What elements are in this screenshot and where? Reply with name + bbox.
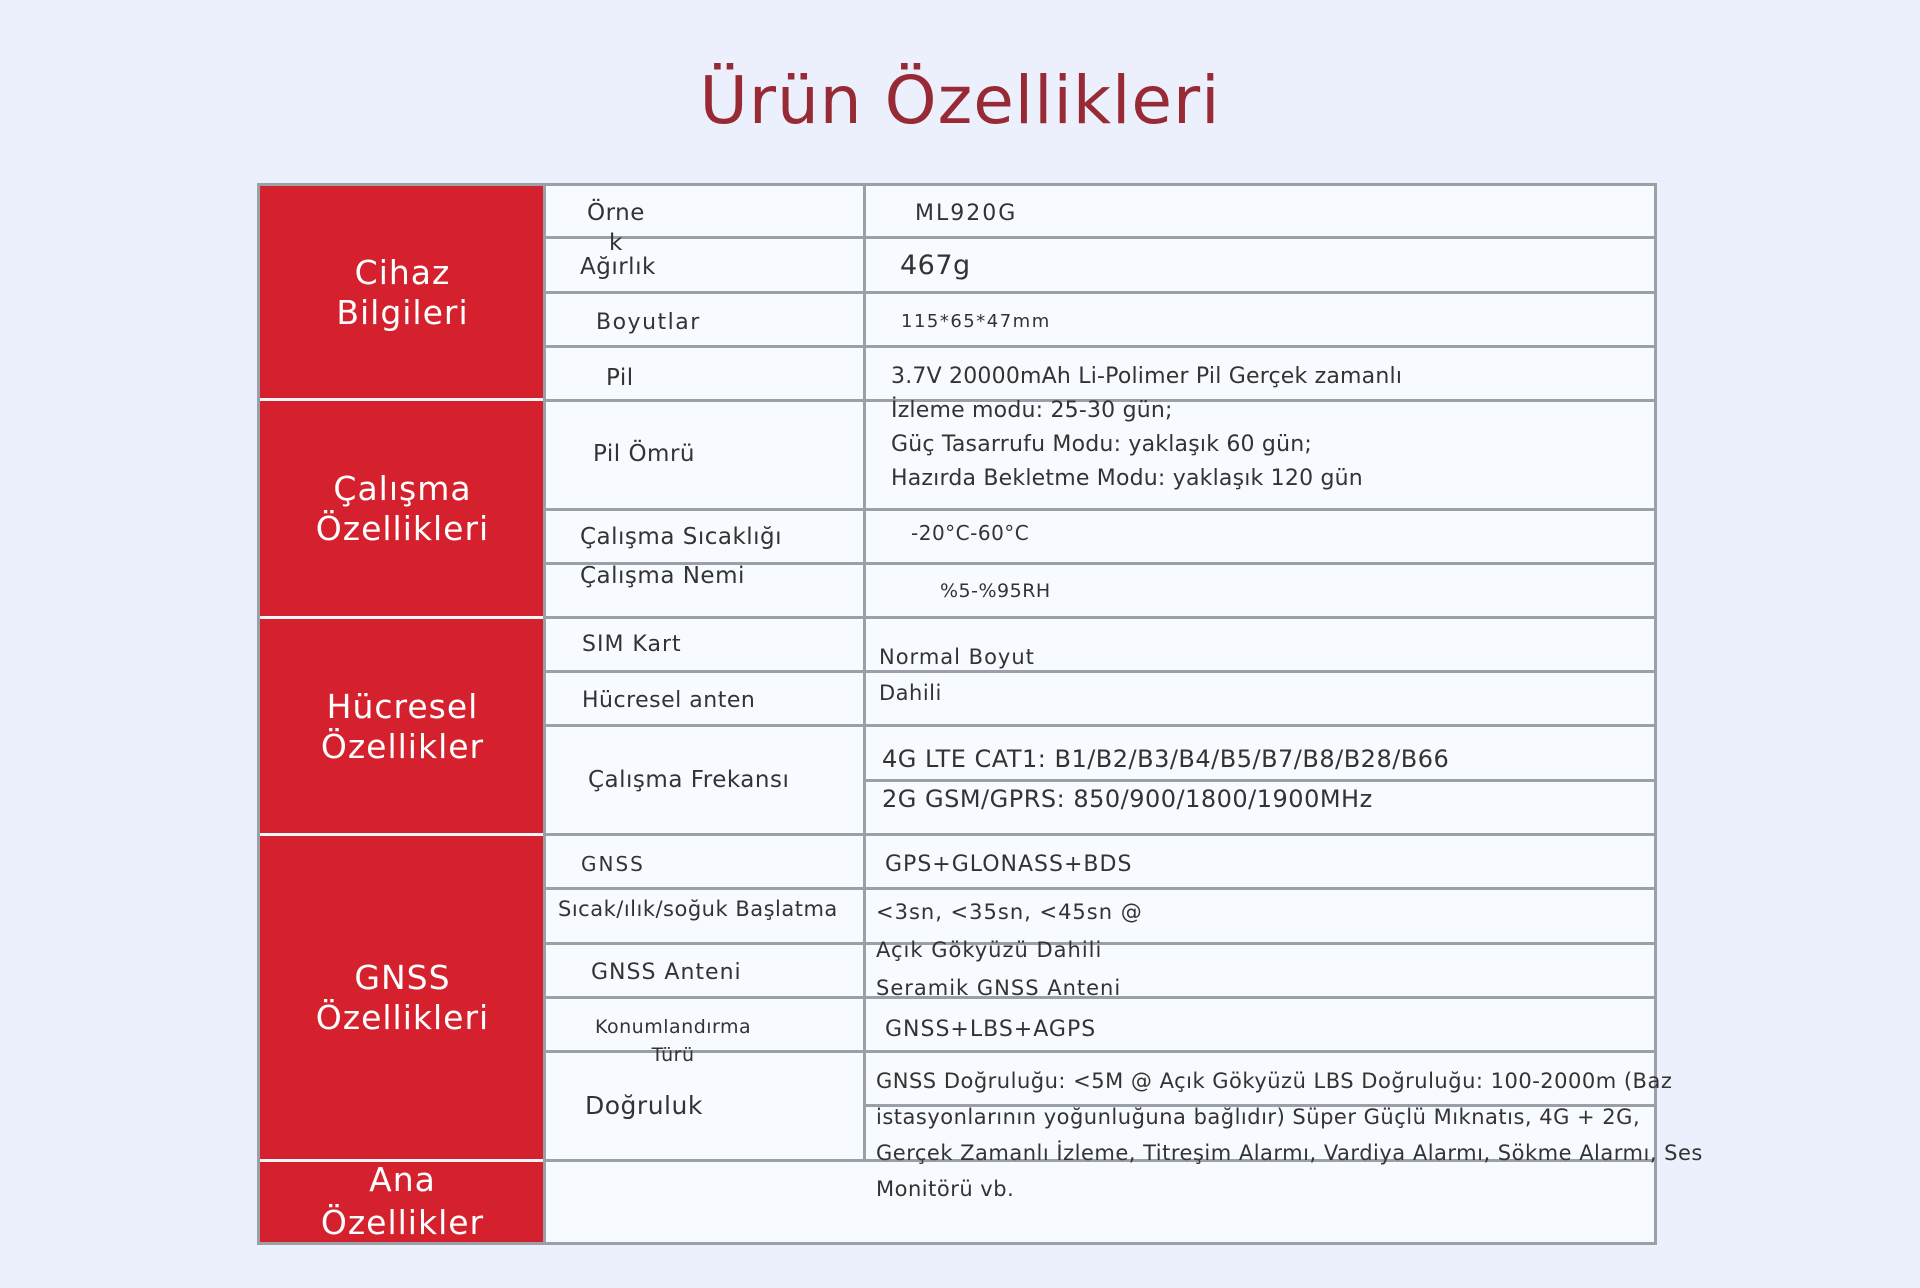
value-dimensions: 115*65*47mm (901, 311, 1051, 332)
value-accuracy (876, 1063, 1703, 1207)
row-divider (545, 236, 1657, 239)
label-start-time: Sıcak/ılık/soğuk Başlatma (558, 897, 838, 921)
label-sim-card: SIM Kart (582, 632, 682, 657)
frequency-line: 4G LTE CAT1: B1/B2/B3/B4/B5/B7/B8/B28/B66 (882, 745, 1450, 773)
label-accuracy: Doğruluk (585, 1091, 703, 1120)
label-operating-frequency: Çalışma Frekansı (588, 767, 790, 793)
value-start-time (876, 893, 1143, 1007)
value-sim-card: Normal Boyut (879, 645, 1035, 669)
label-gnss: GNSS (581, 852, 645, 876)
battery-life-line: Güç Tasarrufu Modu: yaklaşık 60 gün; (891, 432, 1312, 457)
accuracy-line: istasyonlarının yoğunluğuna bağlıdır) Süper Güçlü Mıknatıs, 4G + 2G, (876, 1105, 1641, 1129)
label-gnss-antenna: GNSS Anteni (591, 960, 742, 985)
category-gnss-specs: GNSS Özellikleri (260, 836, 545, 1160)
start-time-line: Açık Gökyüzü Dahili (876, 938, 1103, 962)
value-gnss: GPS+GLONASS+BDS (885, 852, 1133, 877)
accuracy-line: GNSS Doğruluğu: <5M @ Açık Gökyüzü LBS Doğruluğu: 100-2000m (Baz (876, 1069, 1673, 1093)
category-device-info: Cihaz Bilgileri (260, 186, 545, 399)
category-operating-specs: Çalışma Özellikleri (260, 401, 545, 617)
value-battery-life (891, 394, 1363, 496)
category-cellular-specs: Hücresel Özellikler (260, 619, 545, 834)
value-model: ML920G (915, 201, 1018, 226)
label-dimensions: Boyutlar (596, 310, 701, 335)
row-divider (545, 833, 1657, 836)
battery-life-line: Hazırda Bekletme Modu: yaklaşık 120 gün (891, 466, 1363, 491)
column-divider (543, 183, 546, 1245)
label-battery: Pil (606, 365, 634, 391)
label-operating-temperature: Çalışma Sıcaklığı (580, 524, 783, 550)
row-divider (545, 345, 1657, 348)
row-divider (545, 291, 1657, 294)
value-weight: 467g (900, 250, 971, 281)
value-operating-humidity: %5-%95RH (940, 580, 1051, 602)
row-divider (545, 724, 1657, 727)
label-model: Örne k (587, 200, 645, 256)
value-battery: 3.7V 20000mAh Li-Polimer Pil Gerçek zamanlı (891, 364, 1403, 389)
category-main-features: Ana Özellikler (260, 1162, 545, 1242)
label-operating-humidity: Çalışma Nemi (580, 563, 745, 589)
label-weight: Ağırlık (580, 254, 656, 280)
accuracy-line: Gerçek Zamanlı İzleme, Titreşim Alarmı, Vardiya Alarmı, Sökme Alarmı, Ses (876, 1141, 1703, 1165)
value-positioning-type: GNSS+LBS+AGPS (885, 1017, 1097, 1042)
row-divider (545, 616, 1657, 619)
frequency-line: 2G GSM/GPRS: 850/900/1800/1900MHz (882, 785, 1373, 813)
label-battery-life: Pil Ömrü (593, 441, 695, 467)
value-cellular-antenna: Dahili (879, 681, 942, 705)
page-title: Ürün Özellikleri (699, 62, 1221, 139)
row-divider (545, 508, 1657, 511)
battery-life-line: İzleme modu: 25-30 gün; (891, 398, 1173, 423)
start-time-line: Seramik GNSS Anteni (876, 976, 1122, 1000)
start-time-line: <3sn, <35sn, <45sn @ (876, 900, 1143, 924)
row-divider (545, 670, 1657, 673)
value-operating-temperature: -20°C-60°C (911, 521, 1030, 545)
label-positioning-type: Konumlandırma Türü (595, 1016, 752, 1066)
accuracy-line: Monitörü vb. (876, 1177, 1015, 1201)
label-cellular-antenna: Hücresel anten (582, 688, 756, 713)
value-operating-frequency (882, 739, 1449, 819)
row-divider (545, 887, 1657, 890)
